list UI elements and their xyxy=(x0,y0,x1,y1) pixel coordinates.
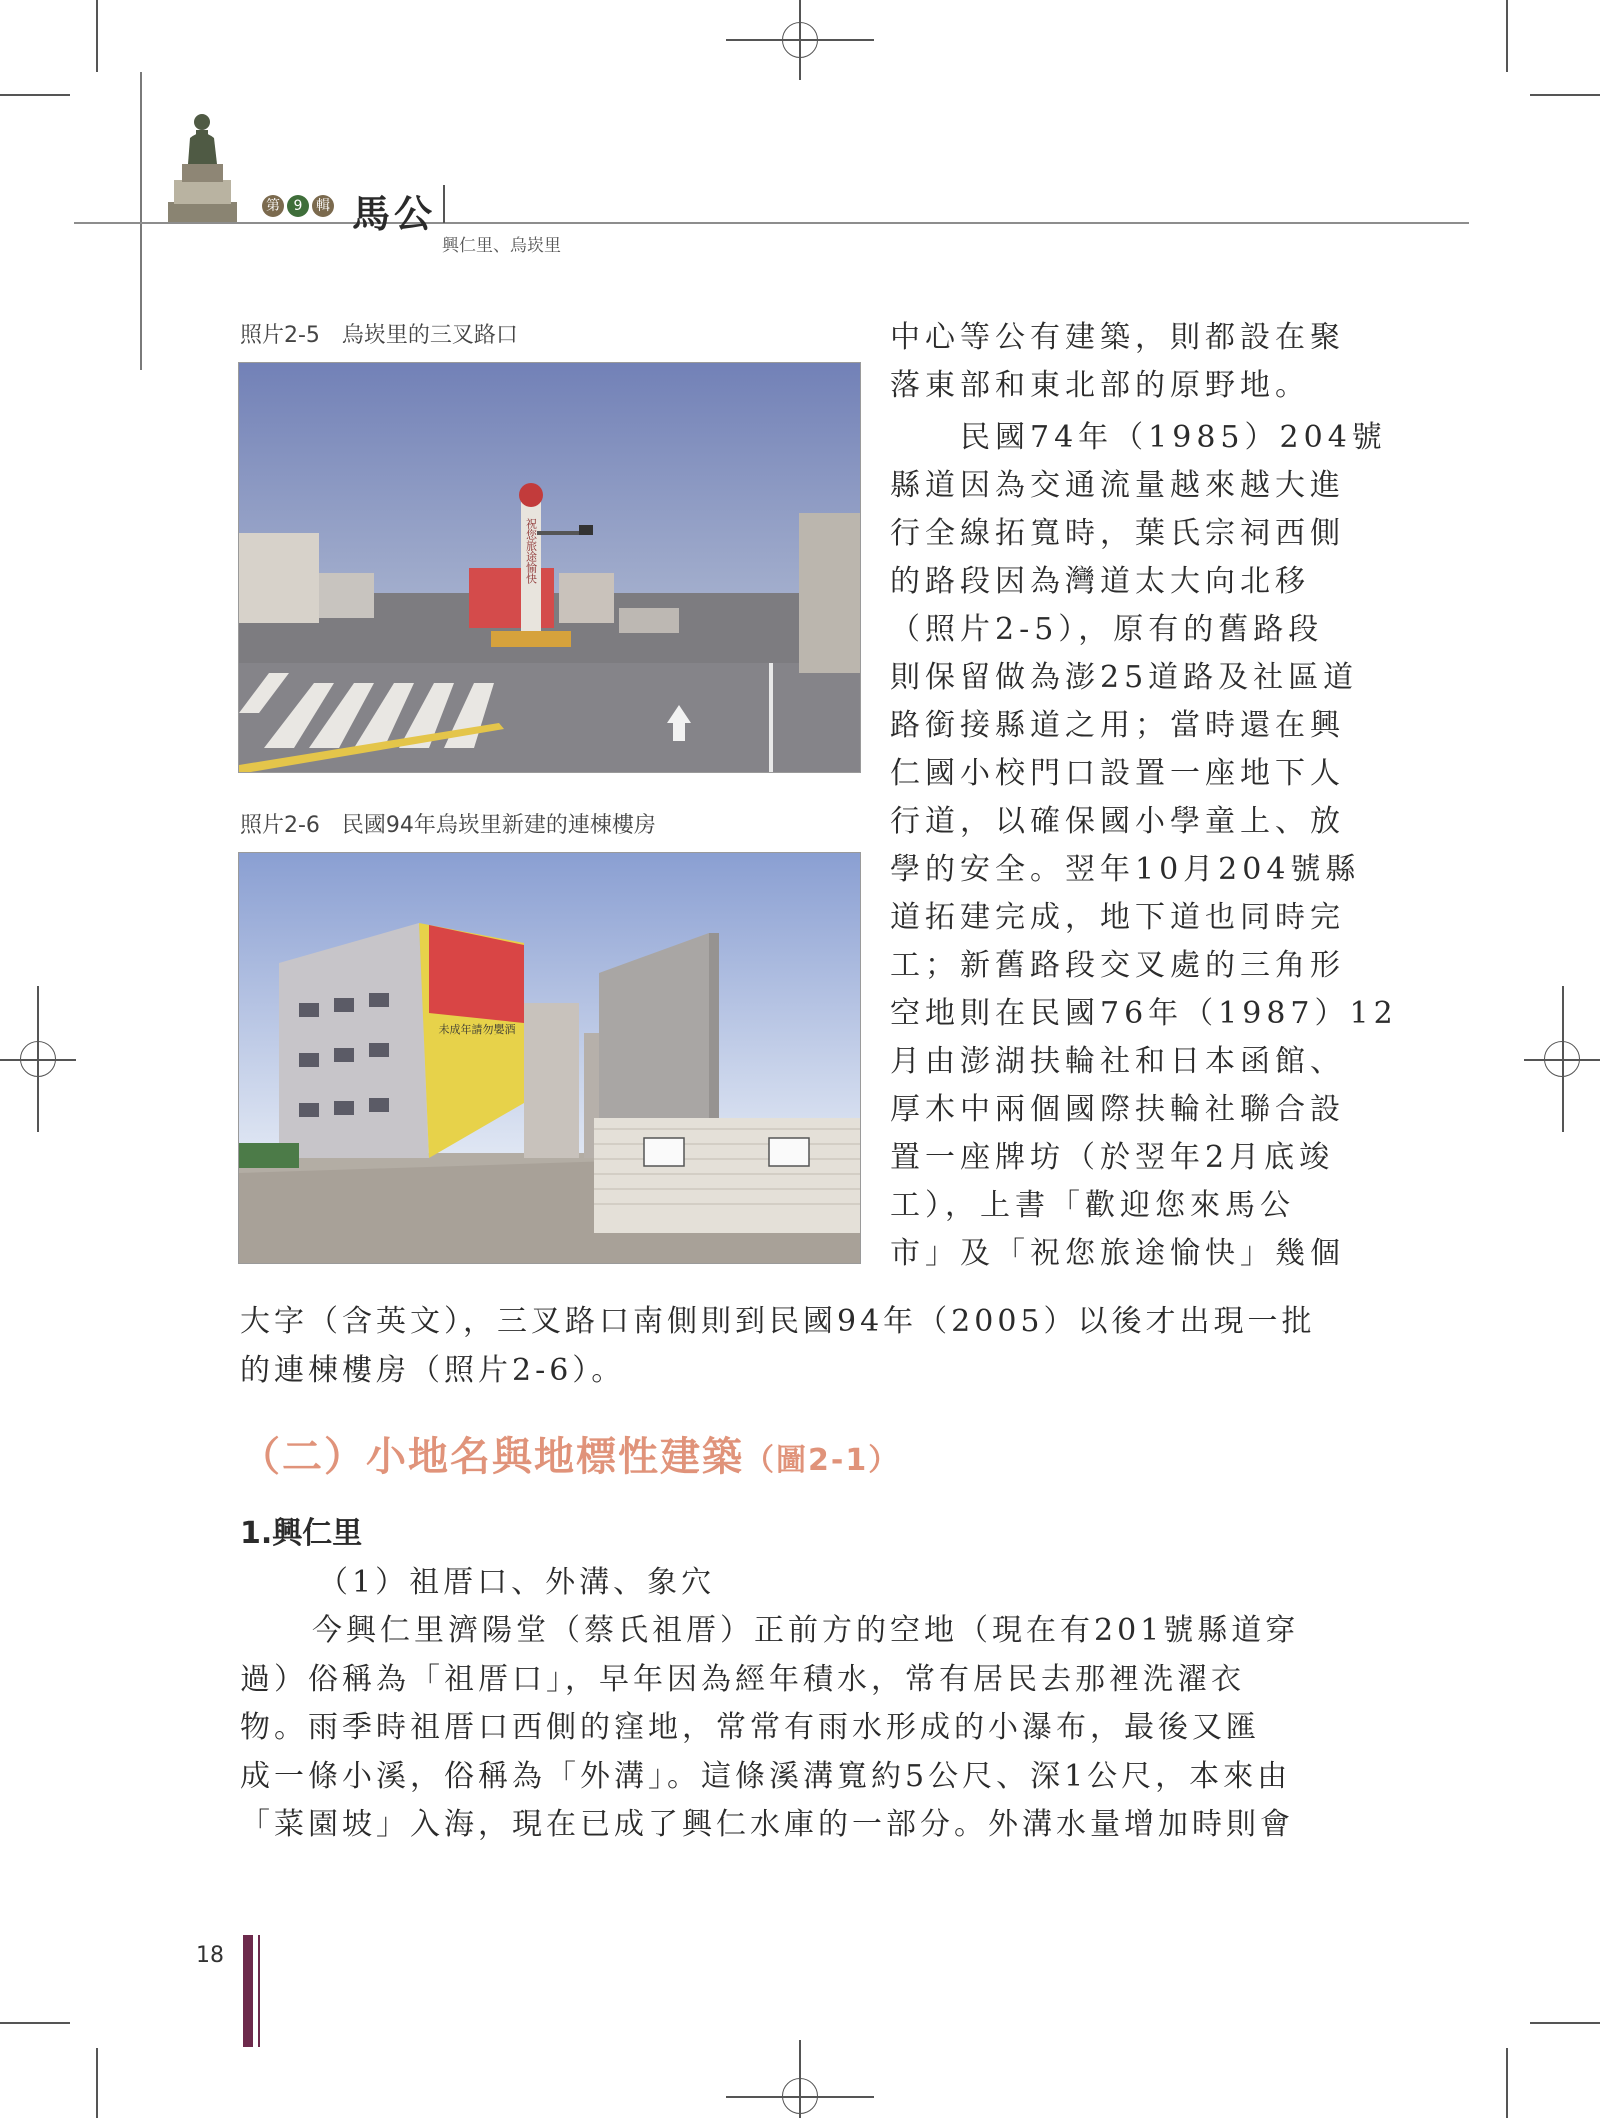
chapter-prefix-badge: 第 xyxy=(262,195,284,217)
text-line: 的路段因為灣道太大向北移 xyxy=(890,564,1310,599)
right-column-text xyxy=(890,314,1398,1278)
chapter-badge-group xyxy=(262,195,334,217)
text-line: 置一座牌坊（於翌年2月底竣 xyxy=(890,1140,1335,1175)
photo-row-houses xyxy=(238,852,861,1264)
text-line: 「菜園坡」入海，現在已成了興仁水庫的一部分。外溝水量增加時則會 xyxy=(240,1807,1294,1842)
text-line: 物。雨季時祖厝口西側的窪地，常常有雨水形成的小瀑布，最後又匯 xyxy=(240,1710,1260,1745)
text-line: 仁國小校門口設置一座地下人 xyxy=(890,756,1345,791)
section-heading xyxy=(240,1425,900,1482)
book-title: 馬公 xyxy=(352,191,437,236)
text-line: 工；新舊路段交叉處的三角形 xyxy=(890,948,1345,983)
item-title: （1）祖厝口、外溝、象穴 xyxy=(318,1565,716,1600)
chapter-number-badge: 9 xyxy=(287,195,309,217)
text-line: 的連棟樓房（照片2-6）。 xyxy=(240,1352,626,1388)
section-subtitle: 興仁里、烏崁里 xyxy=(442,236,561,256)
continuation-text xyxy=(240,1298,1316,1395)
text-line: 厚木中兩個國際扶輪社聯合設 xyxy=(890,1092,1345,1127)
text-line: 縣道因為交通流量越來越大進 xyxy=(890,468,1345,503)
title-divider xyxy=(443,185,445,223)
chapter-suffix-badge: 輯 xyxy=(312,195,334,217)
photo-caption: 照片2-5 烏崁里的三叉路口 xyxy=(240,323,518,348)
text-line: 中心等公有建築，則都設在聚 xyxy=(890,320,1345,355)
subheading: 1.興仁里 xyxy=(240,1516,363,1551)
text-line: 學的安全。翌年10月204號縣 xyxy=(890,852,1361,887)
text-line: （照片2-5），原有的舊路段 xyxy=(890,612,1324,647)
section-paragraph xyxy=(240,1607,1299,1850)
page-accent-line xyxy=(258,1935,260,2047)
text-line: 月由澎湖扶輪社和日本函館、 xyxy=(890,1044,1345,1079)
text-line: 行道，以確保國小學童上、放 xyxy=(890,804,1345,839)
text-line: 路銜接縣道之用；當時還在興 xyxy=(890,708,1345,743)
text-line: 空地則在民國76年（1987）12 xyxy=(890,996,1398,1031)
page-number: 18 xyxy=(196,1943,224,1968)
text-line: 行全線拓寬時，葉氏宗祠西側 xyxy=(890,516,1345,551)
photo-caption: 照片2-6 民國94年烏崁里新建的連棟樓房 xyxy=(240,813,656,838)
photo-intersection xyxy=(238,362,861,773)
text-line: 成一條小溪，俗稱為「外溝」。這條溪溝寬約5公尺、深1公尺，本來由 xyxy=(240,1758,1292,1794)
text-line: 道拓建完成，地下道也同時完 xyxy=(890,900,1345,935)
section-heading-ref: （圖2-1） xyxy=(744,1443,901,1478)
header-horizontal-rule xyxy=(74,222,1469,224)
header-vertical-rule xyxy=(140,72,142,370)
page-accent-bar xyxy=(243,1935,253,2047)
text-line: 市」及「祝您旅途愉快」幾個 xyxy=(890,1236,1345,1271)
text-line: 則保留做為澎25道路及社區道 xyxy=(890,660,1359,695)
text-line: 大字（含英文），三叉路口南側則到民國94年（2005）以後才出現一批 xyxy=(240,1304,1316,1339)
text-line: 工），上書「歡迎您來馬公 xyxy=(890,1188,1295,1223)
statue-icon xyxy=(160,106,245,222)
text-line: 落東部和東北部的原野地。 xyxy=(890,368,1310,403)
sign-text: 祝您旅途愉快 xyxy=(524,518,538,584)
text-line: 今興仁里濟陽堂（蔡氏祖厝）正前方的空地（現在有201號縣道穿 xyxy=(312,1613,1300,1648)
text-line: 民國74年（1985）204號 xyxy=(890,420,1387,455)
sign-text: 未成年請勿嬰酒 xyxy=(438,1023,516,1036)
section-heading-text: （二）小地名與地標性建築 xyxy=(240,1434,744,1480)
text-line: 過）俗稱為「祖厝口」，早年因為經年積水，常有居民去那裡洗濯衣 xyxy=(240,1661,1245,1697)
